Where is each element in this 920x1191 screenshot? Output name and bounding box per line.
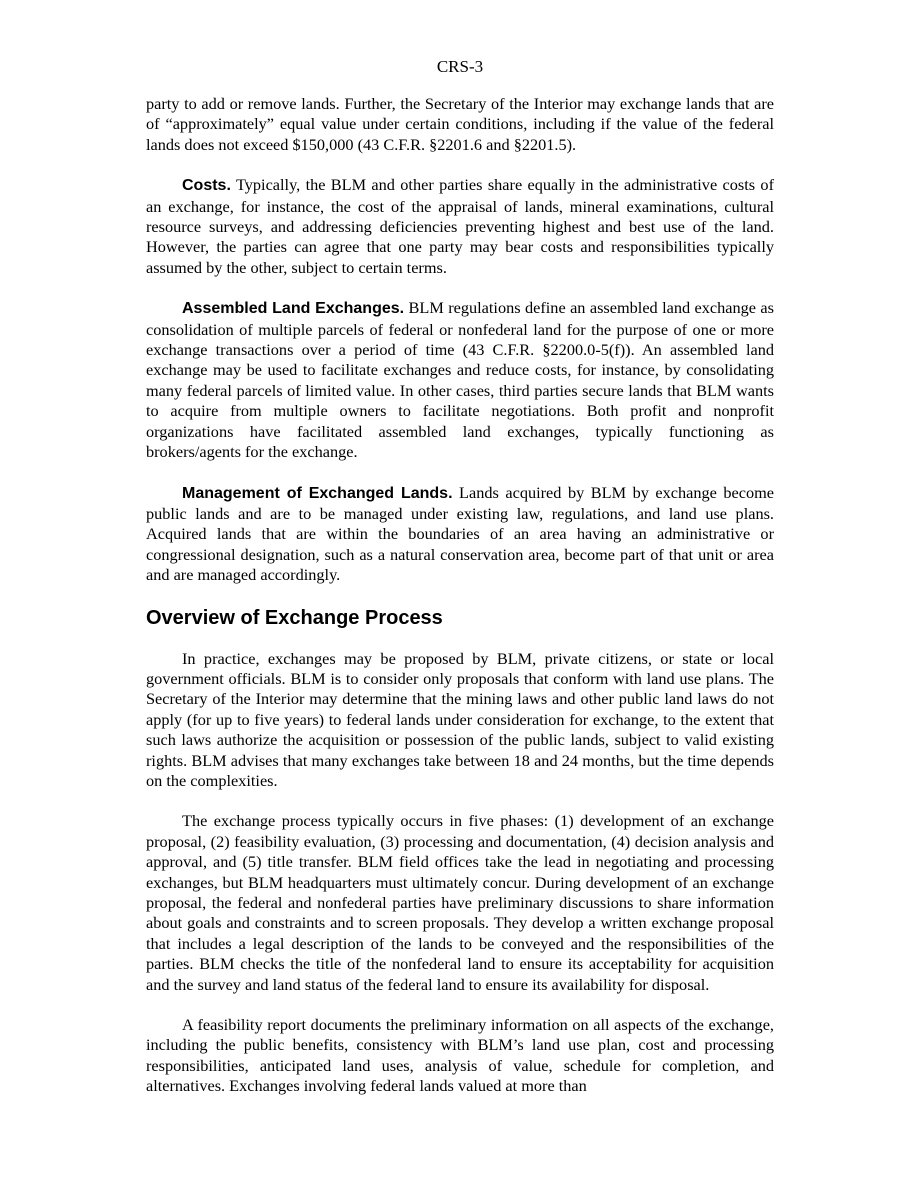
costs-body-text: Typically, the BLM and other parties share equally in the administrative costs of an exchange, for instance, the cost of the appraisal of lands, mineral examinations, cultural resource surveys, and addressing deficiencies preventing highest and best use of the land. However, the parties can agree that one party may bear costs and responsibilities typically assumed by the other, subject to certain terms. [146, 175, 774, 277]
feasibility-paragraph: A feasibility report documents the preliminary information on all aspects of the exchange, including the public benefits, consistency with BLM’s land use plan, cost and processing responsibilities, anticipated land uses, analysis of value, schedule for completion, and alternatives. Exchanges involving federal lands valued at more than [146, 1015, 774, 1096]
costs-run-in-heading: Costs. [182, 177, 231, 195]
management-paragraph [146, 483, 774, 586]
management-run-in-heading: Management of Exchanged Lands. [182, 484, 453, 502]
page-number-header: CRS-3 [436, 57, 484, 76]
assembled-exchanges-run-in-heading: Assembled Land Exchanges. [182, 300, 405, 318]
management-body-text: Lands acquired by BLM by exchange become public lands and are to be managed under existing law, regulations, and land use plans. Acquired lands that are within the boundaries of an area having an administrative or congressional designation, such as a natural conservation area, become part of that unit or area and are managed accordingly. [146, 482, 774, 585]
continuation-paragraph: party to add or remove lands. Further, the Secretary of the Interior may exchange lands that are of “approximately” equal value under certain conditions, including if the value of the federal lands does not exceed $150,000 (43 C.F.R. §2201.6 and §2201.5). [146, 94, 774, 154]
practice-paragraph: In practice, exchanges may be proposed by BLM, private citizens, or state or local government officials. BLM is to consider only proposals that conform with land use plans. The Secretary of the Interior may determine that the mining laws and other public land laws do not apply (for up to five years) to federal lands under consideration for exchange, to the extent that such laws authorize the acquisition or possession of the public lands, subject to valid existing rights. BLM advises that many exchanges take between 18 and 24 months, but the time depends on the complexities. [146, 648, 774, 790]
document-page [146, 0, 774, 1097]
assembled-exchanges-paragraph [146, 298, 774, 462]
section-heading: Overview of Exchange Process [146, 606, 443, 629]
assembled-exchanges-body-text: BLM regulations define an assembled land exchange as consolidation of multiple parcels of federal or nonfederal land for the purpose of one or more exchange transactions over a period of time (43 C.F.R. §2200.0-5(f)). An assembled land exchange may be used to facilitate exchanges and reduce costs, for instance, by consolidating many federal parcels of limited value. In other cases, third parties secure lands that BLM wants to acquire from multiple owners to facilitate negotiations. Both profit and nonprofit organizations have facilitated assembled land exchanges, typically functioning as brokers/agents for the exchange. [146, 298, 774, 462]
phases-paragraph: The exchange process typically occurs in five phases: (1) development of an exchange proposal, (2) feasibility evaluation, (3) processing and documentation, (4) decision analysis and approval, and (5) title transfer. BLM field offices take the lead in negotiating and processing exchanges, but BLM headquarters must ultimately concur. During development of an exchange proposal, the federal and nonfederal parties have preliminary discussions to share information about goals and constraints and to screen proposals. They develop a written exchange proposal that includes a legal description of the lands to be conveyed and the responsibilities of the parties. BLM checks the title of the nonfederal land to ensure its acceptability for acquisition and the survey and land status of the federal land to ensure its availability for disposal. [146, 811, 774, 994]
costs-paragraph [146, 175, 774, 278]
